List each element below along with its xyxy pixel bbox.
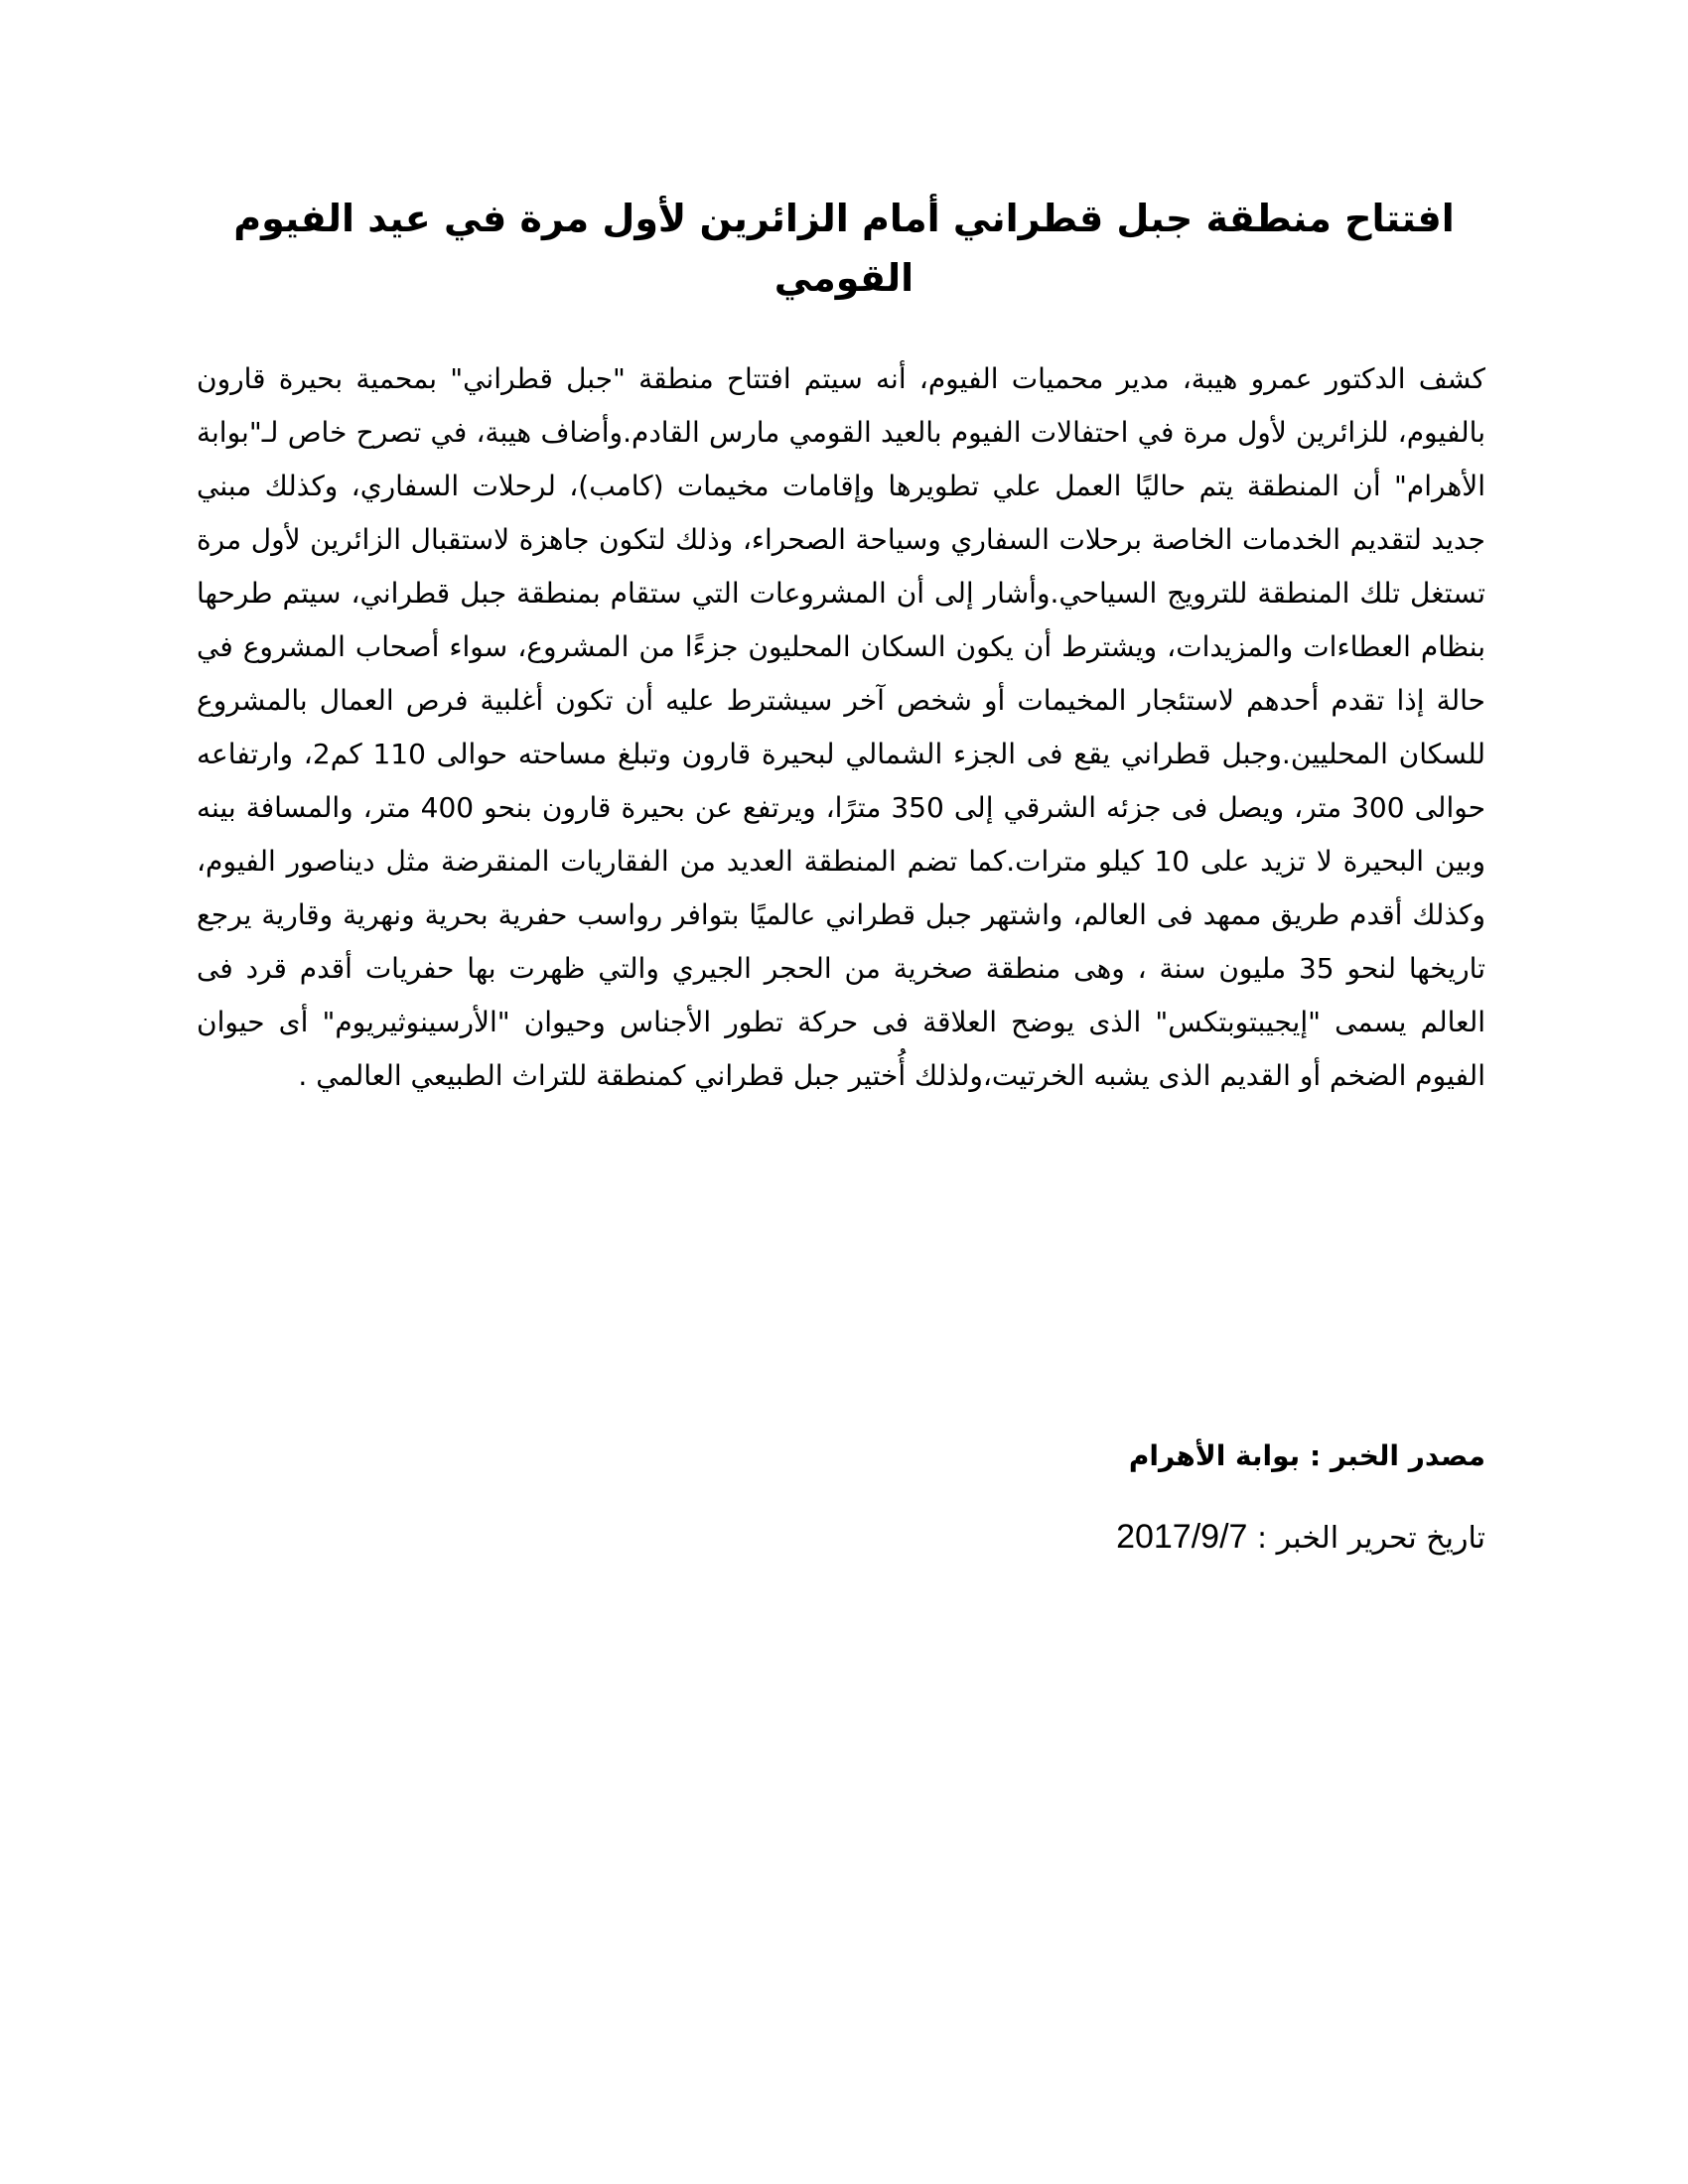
edit-date-label: تاريخ تحرير الخبر : xyxy=(1247,1521,1485,1556)
news-source: مصدر الخبر : بوابة الأهرام xyxy=(1128,1439,1485,1472)
article-title: افتتاح منطقة جبل قطراني أمام الزائرين لأول مرة في عيد الفيوم القومي xyxy=(233,197,1455,300)
article-body: كشف الدكتور عمرو هيبة، مدير محميات الفيوم، أنه سيتم افتتاح منطقة "جبل قطراني" بمحمية بحيرة قارون بالفيوم، للزائرين لأول مرة في احتفالات الفيوم بالعيد القومي مارس القادم.وأضاف هيبة، في تصرح خاص لـ"بوابة الأهرام" أن المنطقة يتم حاليًا العمل علي تطويرها وإقامات مخيمات (كامب)، لرحلات السفاري، وكذلك مبني جديد لتقديم الخدمات الخاصة برحلات السفاري وسياحة الصحراء، وذلك لتكون جاهزة لاستقبال الزائرين لأول مرة تستغل تلك المنطقة للترويج السياحي.وأشار إلى أن المشروعات التي ستقام بمنطقة جبل قطراني، سيتم طرحها بنظام العطاءات والمزيدات، ويشترط أن يكون السكان المحليون جزءًا من المشروع، سواء أصحاب المشروع في حالة إذا تقدم أحدهم لاستئجار المخيمات أو شخص آخر سيشترط عليه أن تكون أغلبية فرص العمال بالمشروع للسكان المحليين.وجبل قطراني يقع فى الجزء الشمالي لبحيرة قارون وتبلغ مساحته حوالى 110 كم2، وارتفاعه حوالى 300 متر، ويصل فى جزئه الشرقي إلى 350 مترًا، ويرتفع عن بحيرة قارون بنحو 400 متر، والمسافة بينه وبين البحيرة لا تزيد على 10 كيلو مترات.كما تضم المنطقة العديد من الفقاريات المنقرضة مثل ديناصور الفيوم، وكذلك أقدم طريق ممهد فى العالم، واشتهر جبل قطراني عالميًا بتوافر رواسب حفرية بحرية ونهرية وقارية يرجع تاريخها لنحو 35 مليون سنة ، وهى منطقة صخرية من الحجر الجيري والتي ظهرت بها حفريات أقدم قرد فى العالم يسمى "إيجيبتوبتكس" الذى يوضح العلاقة فى حركة تطور الأجناس وحيوان "الأرسينوثيريوم" أى حيوان الفيوم الضخم أو القديم الذى يشبه الخرتيت،ولذلك أُختير جبل قطراني كمنطقة للتراث الطبيعي العالمي . xyxy=(197,362,1486,1092)
edit-date-value: 2017/9/7 xyxy=(1116,1518,1248,1556)
edit-date-line xyxy=(1116,1510,1485,1566)
